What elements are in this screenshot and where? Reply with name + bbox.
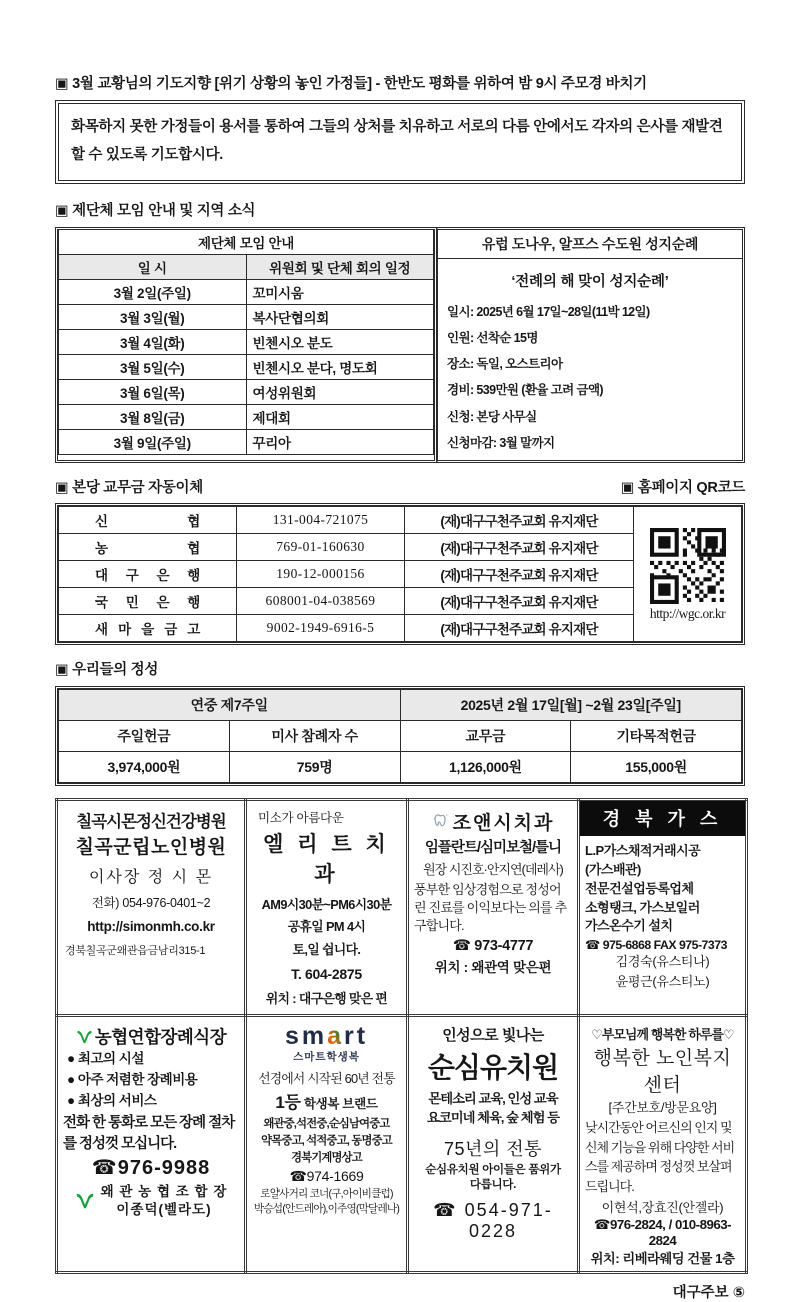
meeting-event: 빈첸시오 분도	[246, 330, 434, 355]
ad-bullet: ● 최고의 시설	[67, 1051, 144, 1067]
ad-title: 경 북 가 스	[580, 801, 745, 836]
pilgrimage-line: 인원: 선착순 15명	[447, 330, 538, 345]
page-footer: 대구주보 ⑤	[672, 1285, 745, 1302]
ad-address: 경북칠곡군왜관읍금남리315-1	[65, 945, 206, 958]
qr-code-cell	[634, 507, 742, 642]
table-row	[59, 330, 434, 355]
ad-line: 전문건설업등록업체	[585, 880, 694, 896]
ad-bullet: ● 최상의 서비스	[67, 1093, 157, 1109]
col-header-date: 일 시	[59, 255, 247, 280]
tooth-icon	[432, 813, 449, 830]
ad-title: 농협연합장례식장	[94, 1027, 227, 1048]
pilgrimage-line: 신청: 본당 사무실	[447, 409, 537, 424]
ads-row	[57, 1016, 747, 1273]
table-row	[59, 430, 434, 455]
ad-phone: ☎976-9988	[91, 1156, 211, 1179]
offering-col: 주일헌금	[59, 721, 230, 752]
offering-value: 3,974,000원	[59, 752, 230, 783]
prayer-text: 화목하지 못한 가정들이 용서를 통하여 그들의 상처를 치유하고 서로의 다름 안에서도 각자의 은사를 재발견할 수 있도록 기도합시다.	[71, 119, 723, 164]
qr-section-title: ▣ 홈페이지 QR코드	[620, 480, 745, 497]
ad-phone: ☎ 054-971-0228	[433, 1199, 553, 1241]
col-header-event: 위원회 및 단체 회의 일정	[246, 255, 434, 280]
ad-title: 칠곡시몬정신건강병원	[76, 813, 226, 832]
pilgrimage-line: 장소: 독일, 오스트리아	[447, 357, 563, 372]
account-number: 131-004-721075	[237, 507, 405, 534]
meeting-event: 꼬미시움	[246, 280, 434, 305]
meetings-table-box	[55, 227, 437, 464]
offering-col: 미사 참례자 수	[229, 721, 400, 752]
ad-location: 위치 : 대구은행 맞은 편	[265, 990, 388, 1006]
offering-col: 교무금	[400, 721, 571, 752]
ad-line: L.P가스채적거래시공	[585, 843, 701, 859]
account-holder: (재)대구구천주교회 유지재단	[405, 561, 634, 588]
meeting-date: 3월 4일(화)	[59, 330, 247, 355]
table-row	[59, 380, 434, 405]
ad-hours: AM9시30분~PM6시30분	[261, 897, 392, 913]
pilgrimage-line: 신청마감: 3월 말까지	[447, 435, 555, 450]
ad-phone: 전화) 054-976-0401~2	[91, 896, 211, 911]
table-row	[59, 230, 434, 255]
account-holder: (재)대구구천주교회 유지재단	[405, 534, 634, 561]
ad-line: 가스온수기 설치	[585, 918, 673, 934]
ad-line: 1등 학생복 브랜드	[275, 1093, 378, 1113]
ad-subtitle: [주간보호/방문요양]	[608, 1100, 717, 1116]
table-header-row	[59, 690, 742, 721]
ads-grid	[55, 798, 748, 1274]
ad-subtitle: 스마트학생복	[293, 1051, 360, 1064]
ad-phone: ☎ 975-6868 FAX 975-7373	[585, 938, 727, 953]
ad-elite-dental	[246, 800, 408, 1016]
ads-row	[57, 800, 747, 1016]
bank-name: 신 협	[59, 507, 237, 534]
account-number: 608001-04-038569	[237, 588, 405, 615]
account-number: 190-12-000156	[237, 561, 405, 588]
ad-hours: 토,일 쉽니다.	[292, 941, 361, 957]
pilgrimage-title: 유럽 도나우, 알프스 수도원 성지순례	[438, 230, 742, 259]
ad-title: 조앤시치과	[452, 813, 555, 835]
ad-tagline: 인성으로 빛나는	[442, 1027, 544, 1045]
offering-table-box	[55, 686, 745, 786]
prayer-intention-title: ▣ 3월 교황님의 기도지향 [위기 상황의 놓인 가정들] - 한반도 평화를 위하여 밤 9시 주모경 바치기	[55, 76, 647, 92]
ad-line: 소형탱크, 가스보일러	[585, 899, 700, 915]
offering-period: 2025년 2월 17일[월] ~2월 23일[주일]	[400, 690, 742, 721]
ad-title: 순심유치원	[427, 1052, 559, 1084]
ad-phone: ☎976-2824, / 010-8963-2824	[593, 1217, 732, 1249]
ad-location: 로얄사거리 코너(구,아이비클럽) 박승섭(안드레아),이주영(막달레나)	[253, 1188, 400, 1216]
ad-title: 엘 리 트 치 과	[263, 833, 390, 887]
meeting-event: 꾸리아	[246, 430, 434, 455]
smart-logo: smart	[284, 1022, 369, 1051]
ad-gas	[579, 800, 747, 1016]
ad-line: 요코미네 체육, 숲 체험 등	[427, 1110, 559, 1126]
account-holder: (재)대구구천주교회 유지재단	[405, 588, 634, 615]
ad-joanc-dental	[408, 800, 579, 1016]
nh-logo-icon	[76, 1029, 93, 1045]
meeting-event: 빈첸시오 분다, 명도회	[246, 355, 434, 380]
ad-directors: 원장 시진호·안지연(데레사)	[423, 862, 563, 878]
meeting-event: 제대회	[246, 405, 434, 430]
pilgrimage-line: 경비: 539만원 (환율 고려 금액)	[447, 383, 603, 398]
table-row	[59, 752, 742, 783]
offering-value: 155,000원	[571, 752, 742, 783]
meetings-title: 제단체 모임 안내	[59, 230, 434, 255]
table-row	[59, 355, 434, 380]
ad-location: 위치: 리베라웨딩 건물 1층	[590, 1251, 735, 1267]
ad-services: 임플란트/심미보철/틀니	[424, 840, 562, 857]
account-holder: (재)대구구천주교회 유지재단	[405, 615, 634, 642]
nh-logo-icon	[75, 1192, 95, 1210]
offering-col: 기타목적헌금	[571, 721, 742, 752]
ad-description: 순심유치원 아이들은 품위가 다릅니다.	[425, 1163, 561, 1192]
ad-phone: ☎ 973-4777	[452, 937, 534, 954]
ad-description: 전화 한 통화로 모든 장례 절차를 정성껏 모십니다.	[63, 1114, 235, 1152]
news-section-title: ▣ 제단체 모임 안내 및 지역 소식	[55, 202, 256, 219]
ad-tagline: 미소가 아름다운	[258, 811, 344, 826]
account-number: 769-01-160630	[237, 534, 405, 561]
ad-schools: 왜관중,석전중,순심남여중고 약목중고, 석적중고, 동명중고 경북기계명상고	[261, 1118, 392, 1165]
ad-kindergarten	[408, 1016, 579, 1273]
table-row	[59, 507, 742, 534]
ad-tradition: 75년의 전통	[443, 1138, 543, 1159]
table-row	[59, 305, 434, 330]
ad-line: (가스배관)	[585, 861, 641, 877]
ad-line: 몬테소리 교육, 인성 교육	[428, 1091, 558, 1107]
qr-code	[650, 528, 726, 604]
meeting-date: 3월 2일(주일)	[59, 280, 247, 305]
accounts-table-box	[55, 503, 745, 645]
meeting-event: 복사단협의회	[246, 305, 434, 330]
pilgrimage-box	[437, 227, 745, 464]
ad-url: http://simonmh.co.kr	[87, 919, 215, 935]
offering-table	[58, 689, 742, 783]
offering-section-title: ▣ 우리들의 정성	[55, 662, 159, 679]
bank-name: 농 협	[59, 534, 237, 561]
meetings-table	[58, 230, 434, 456]
offering-value: 1,126,000원	[400, 752, 571, 783]
meeting-event: 여성위원회	[246, 380, 434, 405]
ad-person: 이현석,장효진(안젤라)	[601, 1200, 724, 1216]
meeting-date: 3월 3일(월)	[59, 305, 247, 330]
ad-simon-hospital	[57, 800, 246, 1016]
ad-title: 행복한 노인복지센터	[593, 1048, 732, 1097]
meeting-date: 3월 5일(수)	[59, 355, 247, 380]
ad-phone: T. 604-2875	[291, 966, 362, 983]
table-header-row	[59, 255, 434, 280]
meeting-date: 3월 9일(주일)	[59, 430, 247, 455]
meeting-date: 3월 8일(금)	[59, 405, 247, 430]
bank-name: 새 마 을 금 고	[59, 615, 237, 642]
ad-location: 위치 : 왜관역 맞은편	[434, 959, 552, 975]
account-holder: (재)대구구천주교회 유지재단	[405, 507, 634, 534]
pilgrimage-subtitle: ‘전례의 해 맞이 성지순례’	[511, 273, 669, 290]
accounts-table	[58, 506, 742, 642]
ad-description: 낮시간동안 어르신의 인지 및 신체 기능을 위해 다양한 서비스를 제공하며 정성껏 보살펴드립니다.	[585, 1120, 735, 1194]
prayer-text-box	[55, 100, 745, 184]
meetings-and-pilgrimage	[55, 227, 745, 464]
table-header-row	[59, 721, 742, 752]
ad-hours: 공휴일 PM 4시	[287, 919, 366, 935]
ad-description: 풍부한 임상경험으로 정성어린 진료를 이익보다는 의를 추구합니다.	[414, 882, 567, 934]
ad-person: 왜 관 농 협 조 합 장 이종덕(벨라도)	[100, 1183, 228, 1217]
table-row	[59, 405, 434, 430]
ad-line: 선경에서 시작된 60년 전통	[258, 1071, 395, 1087]
ad-bullet: ● 아주 저렴한 장례비용	[67, 1072, 198, 1088]
account-number: 9002-1949-6916-5	[237, 615, 405, 642]
ad-funeral	[57, 1016, 246, 1273]
ad-person: 윤평근(유스티노)	[615, 973, 710, 989]
table-row	[59, 280, 434, 305]
ad-chairman: 이사장 정 시 몬	[88, 869, 214, 887]
bank-name: 대 구 은 행	[59, 561, 237, 588]
bank-name: 국 민 은 행	[59, 588, 237, 615]
ad-senior-center	[579, 1016, 747, 1273]
accounts-title: ▣ 본당 교무금 자동이체	[55, 480, 203, 497]
offering-week: 연중 제7주일	[59, 690, 401, 721]
ad-smart-uniform	[246, 1016, 408, 1273]
offering-value: 759명	[229, 752, 400, 783]
pilgrimage-line: 일시: 2025년 6월 17일~28일(11박 12일)	[447, 304, 650, 319]
ad-phone: ☎974-1669	[289, 1168, 364, 1184]
ad-person: 김경숙(유스티나)	[615, 954, 710, 970]
accounts-titles-row	[55, 476, 745, 497]
meeting-date: 3월 6일(목)	[59, 380, 247, 405]
ad-title: 칠곡군립노인병원	[75, 837, 227, 859]
pilgrimage-body	[438, 259, 742, 461]
ad-tagline: ♡부모님께 행복한 하루를♡	[591, 1027, 734, 1043]
homepage-url: http://wgc.or.kr	[649, 606, 726, 622]
